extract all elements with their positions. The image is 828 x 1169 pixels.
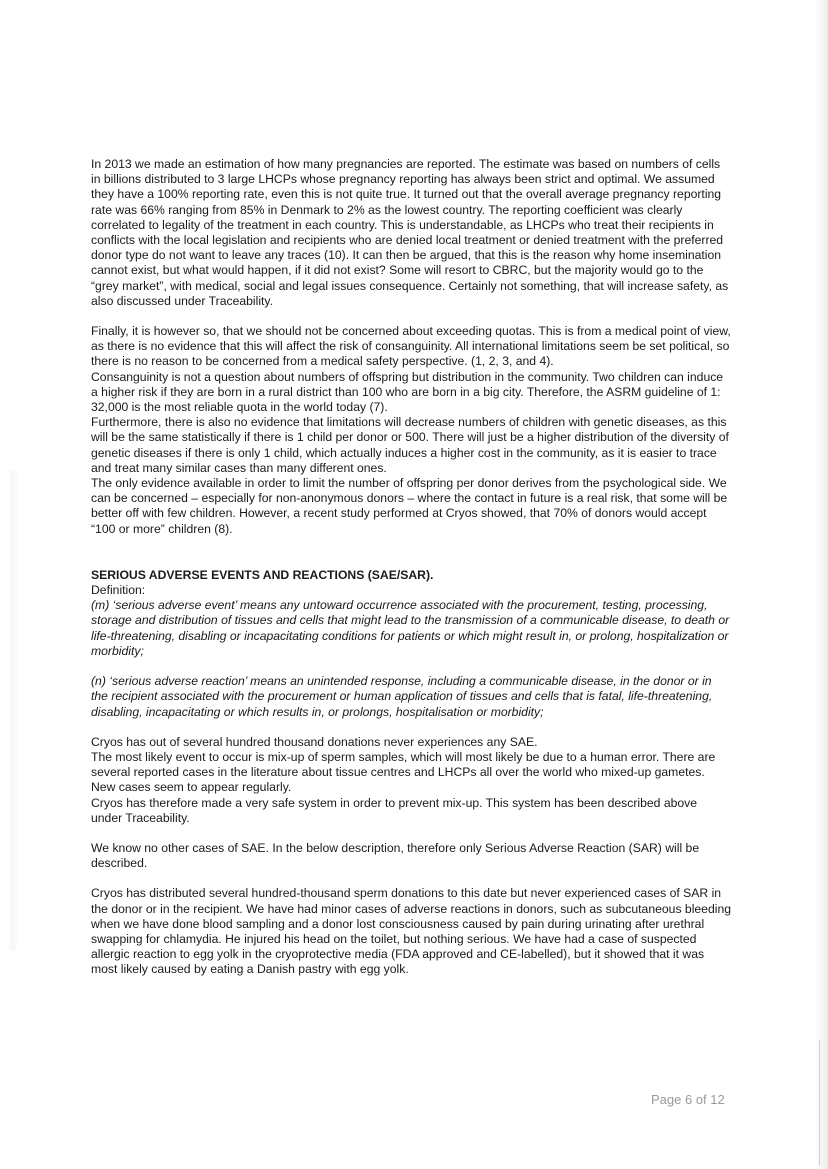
psychological-paragraph: The only evidence available in order to limit the number of offspring per donor derives from the psychological side. We can be concerned – especially for non-anonymous donors – where the contact in future is a real risk, that some will be better off with few children. However, a recent study performed at Cryos showed, that 70% of donors would accept “100 or more” children (8). <box>91 476 728 536</box>
no-other-cases-paragraph: We know no other cases of SAE. In the below description, therefore only Serious Adverse Reaction (SAR) will be described. <box>91 840 700 871</box>
spacer <box>91 871 731 886</box>
scan-smudge <box>8 470 18 950</box>
consanguinity-paragraph: Consanguinity is not a question about numbers of offspring but distribution in the community. Two children can induce a higher risk if they are born in a rural district than 100 who are born in a big city. Therefore, the ASRM guideline of 1: 32,000 is the most reliable quota in the world today (7). <box>91 369 724 415</box>
section-heading: SERIOUS ADVERSE EVENTS AND REACTIONS (SAE/SAR). <box>91 567 434 582</box>
sae-line: The most likely event to occur is mix-up of sperm samples, which will most likely be due to a human error. There are several reported cases in the literature about tissue centres and LHCPs all over the world who mixed-up gametes. New cases seem to appear regularly. <box>91 749 716 795</box>
spacer <box>91 826 731 841</box>
spacer <box>91 720 731 735</box>
genetic-paragraph: Furthermore, there is also no evidence that limitations will decrease numbers of children with genetic diseases, as this will be the same statistically if there is 1 child per donor or 500. There will just be a higher distribution of the diversity of genetic diseases if there is only 1 child, which actually induces a higher cost in the community, as it is easier to trace and treat many similar cases than many different ones. <box>91 415 729 475</box>
sar-paragraph: Cryos has distributed several hundred-thousand sperm donations to this date but never experienced cases of SAR in the donor or in the recipient. We have had minor cases of adverse reactions in donors, such as subcutaneous bleeding when we have done blood sampling and a donor lost consciousness caused by pain during urinating after urethral swapping for chlamydia. He injured his head on the toilet, but nothing serious. We have had a case of suspected allergic reaction to egg yolk in the cryoprotective media (FDA approved and CE-labelled), but it showed that it was most likely caused by eating a Danish pastry with egg yolk. <box>91 886 732 977</box>
sae-line: Cryos has out of several hundred thousand donations never experiences any SAE. <box>91 734 538 749</box>
definition-m: (m) ‘serious adverse event’ means any untoward occurrence associated with the procurement, testing, processing, storage and distribution of tissues and cells that might lead to the transmission of a communicable disease, to death or life-threatening, disabling or incapacitating conditions for patients or which might result in, or prolong, hospitalization or morbidity; <box>91 598 730 658</box>
page-number: Page 6 of 12 <box>651 1092 725 1107</box>
spacer <box>91 537 731 568</box>
definition-n: (n) ‘serious adverse reaction’ means an unintended response, including a communicable disease, in the donor or in the recipient associated with the procurement or human application of tissues and cells that is fatal, life-threatening, disabling, incapacitating or which results in, or prolongs, hospitalisation or morbidity; <box>91 674 713 719</box>
intro-paragraph: In 2013 we made an estimation of how many pregnancies are reported. The estimate was based on numbers of cells in billions distributed to 3 large LHCPs whose pregnancy reporting has always been strict and optimal. We assumed they have a 100% reporting rate, even this is not quite true. It turned out that the overall average pregnancy reporting rate was 66% ranging from 85% in Denmark to 2% as the lowest country. The reporting coefficient was clearly correlated to legality of the treatment in each country. This is understandable, as LHCPs who treat their recipients in conflicts with the local legislation and recipients who are denied local treatment or denied treatment with the preferred donor type do not want to leave any traces (10). It can then be argued, that this is the reason why home insemination cannot exist, but what would happen, if it did not exist? Some will resort to CBRC, but the majority would go to the “grey market”, with medical, social and legal issues consequence. Certainly not something, that will increase safety, as also discussed under Traceability. <box>91 157 729 308</box>
page-edge-shadow <box>814 0 828 1169</box>
definition-label: Definition: <box>91 583 146 598</box>
spacer <box>91 309 731 324</box>
document-body <box>91 157 731 978</box>
spacer <box>91 659 731 674</box>
sae-line: Cryos has therefore made a very safe system in order to prevent mix-up. This system has been described above under Traceability. <box>91 795 698 825</box>
quotas-paragraph: Finally, it is however so, that we should not be concerned about exceeding quotas. This is from a medical point of view, as there is no evidence that this will affect the risk of consanguinity. All international limitations seem be set political, so there is no reason to be concerned from a medical safety perspective. (1, 2, 3, and 4). <box>91 324 731 369</box>
page-edge-line <box>819 1040 820 1165</box>
